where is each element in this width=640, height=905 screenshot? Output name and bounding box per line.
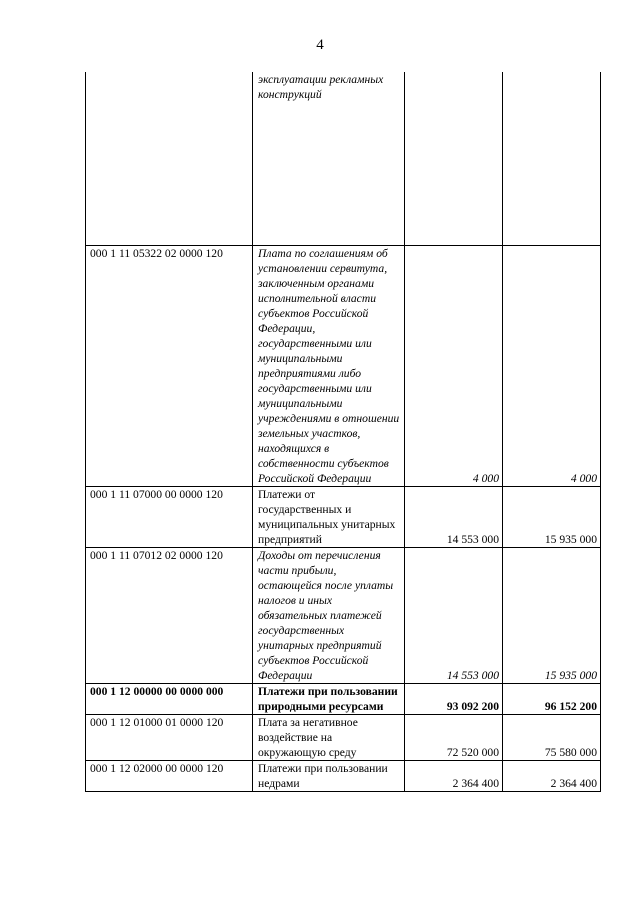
amount-year2-cell: 4 000 [503,246,601,487]
amount-year1-cell: 2 364 400 [405,761,503,792]
budget-code-cell: 000 1 11 07012 02 0000 120 [86,548,253,684]
table-row [86,761,601,792]
amount-year2-cell: 96 152 200 [503,684,601,715]
budget-code-cell: 000 1 11 07000 00 0000 120 [86,487,253,548]
budget-code-cell: 000 1 12 01000 01 0000 120 [86,715,253,761]
table-row [86,487,601,548]
amount-year1-cell: 14 553 000 [405,487,503,548]
revenue-name-cell: эксплуатации рекламных конструкций [253,72,405,246]
revenue-name-cell: Доходы от перечисления части прибыли, остающейся после уплаты налогов и иных обязательных платежей государственных унитарных предприятий субъектов Российской Федерации [253,548,405,684]
amount-year2-cell: 75 580 000 [503,715,601,761]
amount-year2-cell: 2 364 400 [503,761,601,792]
revenue-name-cell: Плата за негативное воздействие на окружающую среду [253,715,405,761]
revenue-name-cell: Платежи при пользовании природными ресурсами [253,684,405,715]
table-row [86,715,601,761]
revenue-name-cell: Платежи при пользовании недрами [253,761,405,792]
revenue-name-cell: Платежи от государственных и муниципальных унитарных предприятий [253,487,405,548]
amount-year1-cell: 72 520 000 [405,715,503,761]
revenue-name-cell: Плата по соглашениям об установлении сервитута, заключенным органами исполнительной власти субъектов Российской Федерации, государственными или муниципальными предприятиями либо государственными или муниципальными учреждениями в отношении земельных участков, находящихся в собственности субъектов Российской Федерации [253,246,405,487]
amount-year1-cell: 4 000 [405,246,503,487]
amount-year2-cell: 15 935 000 [503,548,601,684]
amount-year1-cell [405,72,503,246]
table-row [86,246,601,487]
page-number: 4 [316,37,324,53]
budget-code-cell: 000 1 12 00000 00 0000 000 [86,684,253,715]
table-row [86,684,601,715]
amount-year2-cell [503,72,601,246]
budget-code-cell [86,72,253,246]
table-row [86,72,601,246]
revenue-table [85,72,601,792]
amount-year2-cell: 15 935 000 [503,487,601,548]
amount-year1-cell: 14 553 000 [405,548,503,684]
budget-code-cell: 000 1 12 02000 00 0000 120 [86,761,253,792]
budget-code-cell: 000 1 11 05322 02 0000 120 [86,246,253,487]
amount-year1-cell: 93 092 200 [405,684,503,715]
table-row [86,548,601,684]
